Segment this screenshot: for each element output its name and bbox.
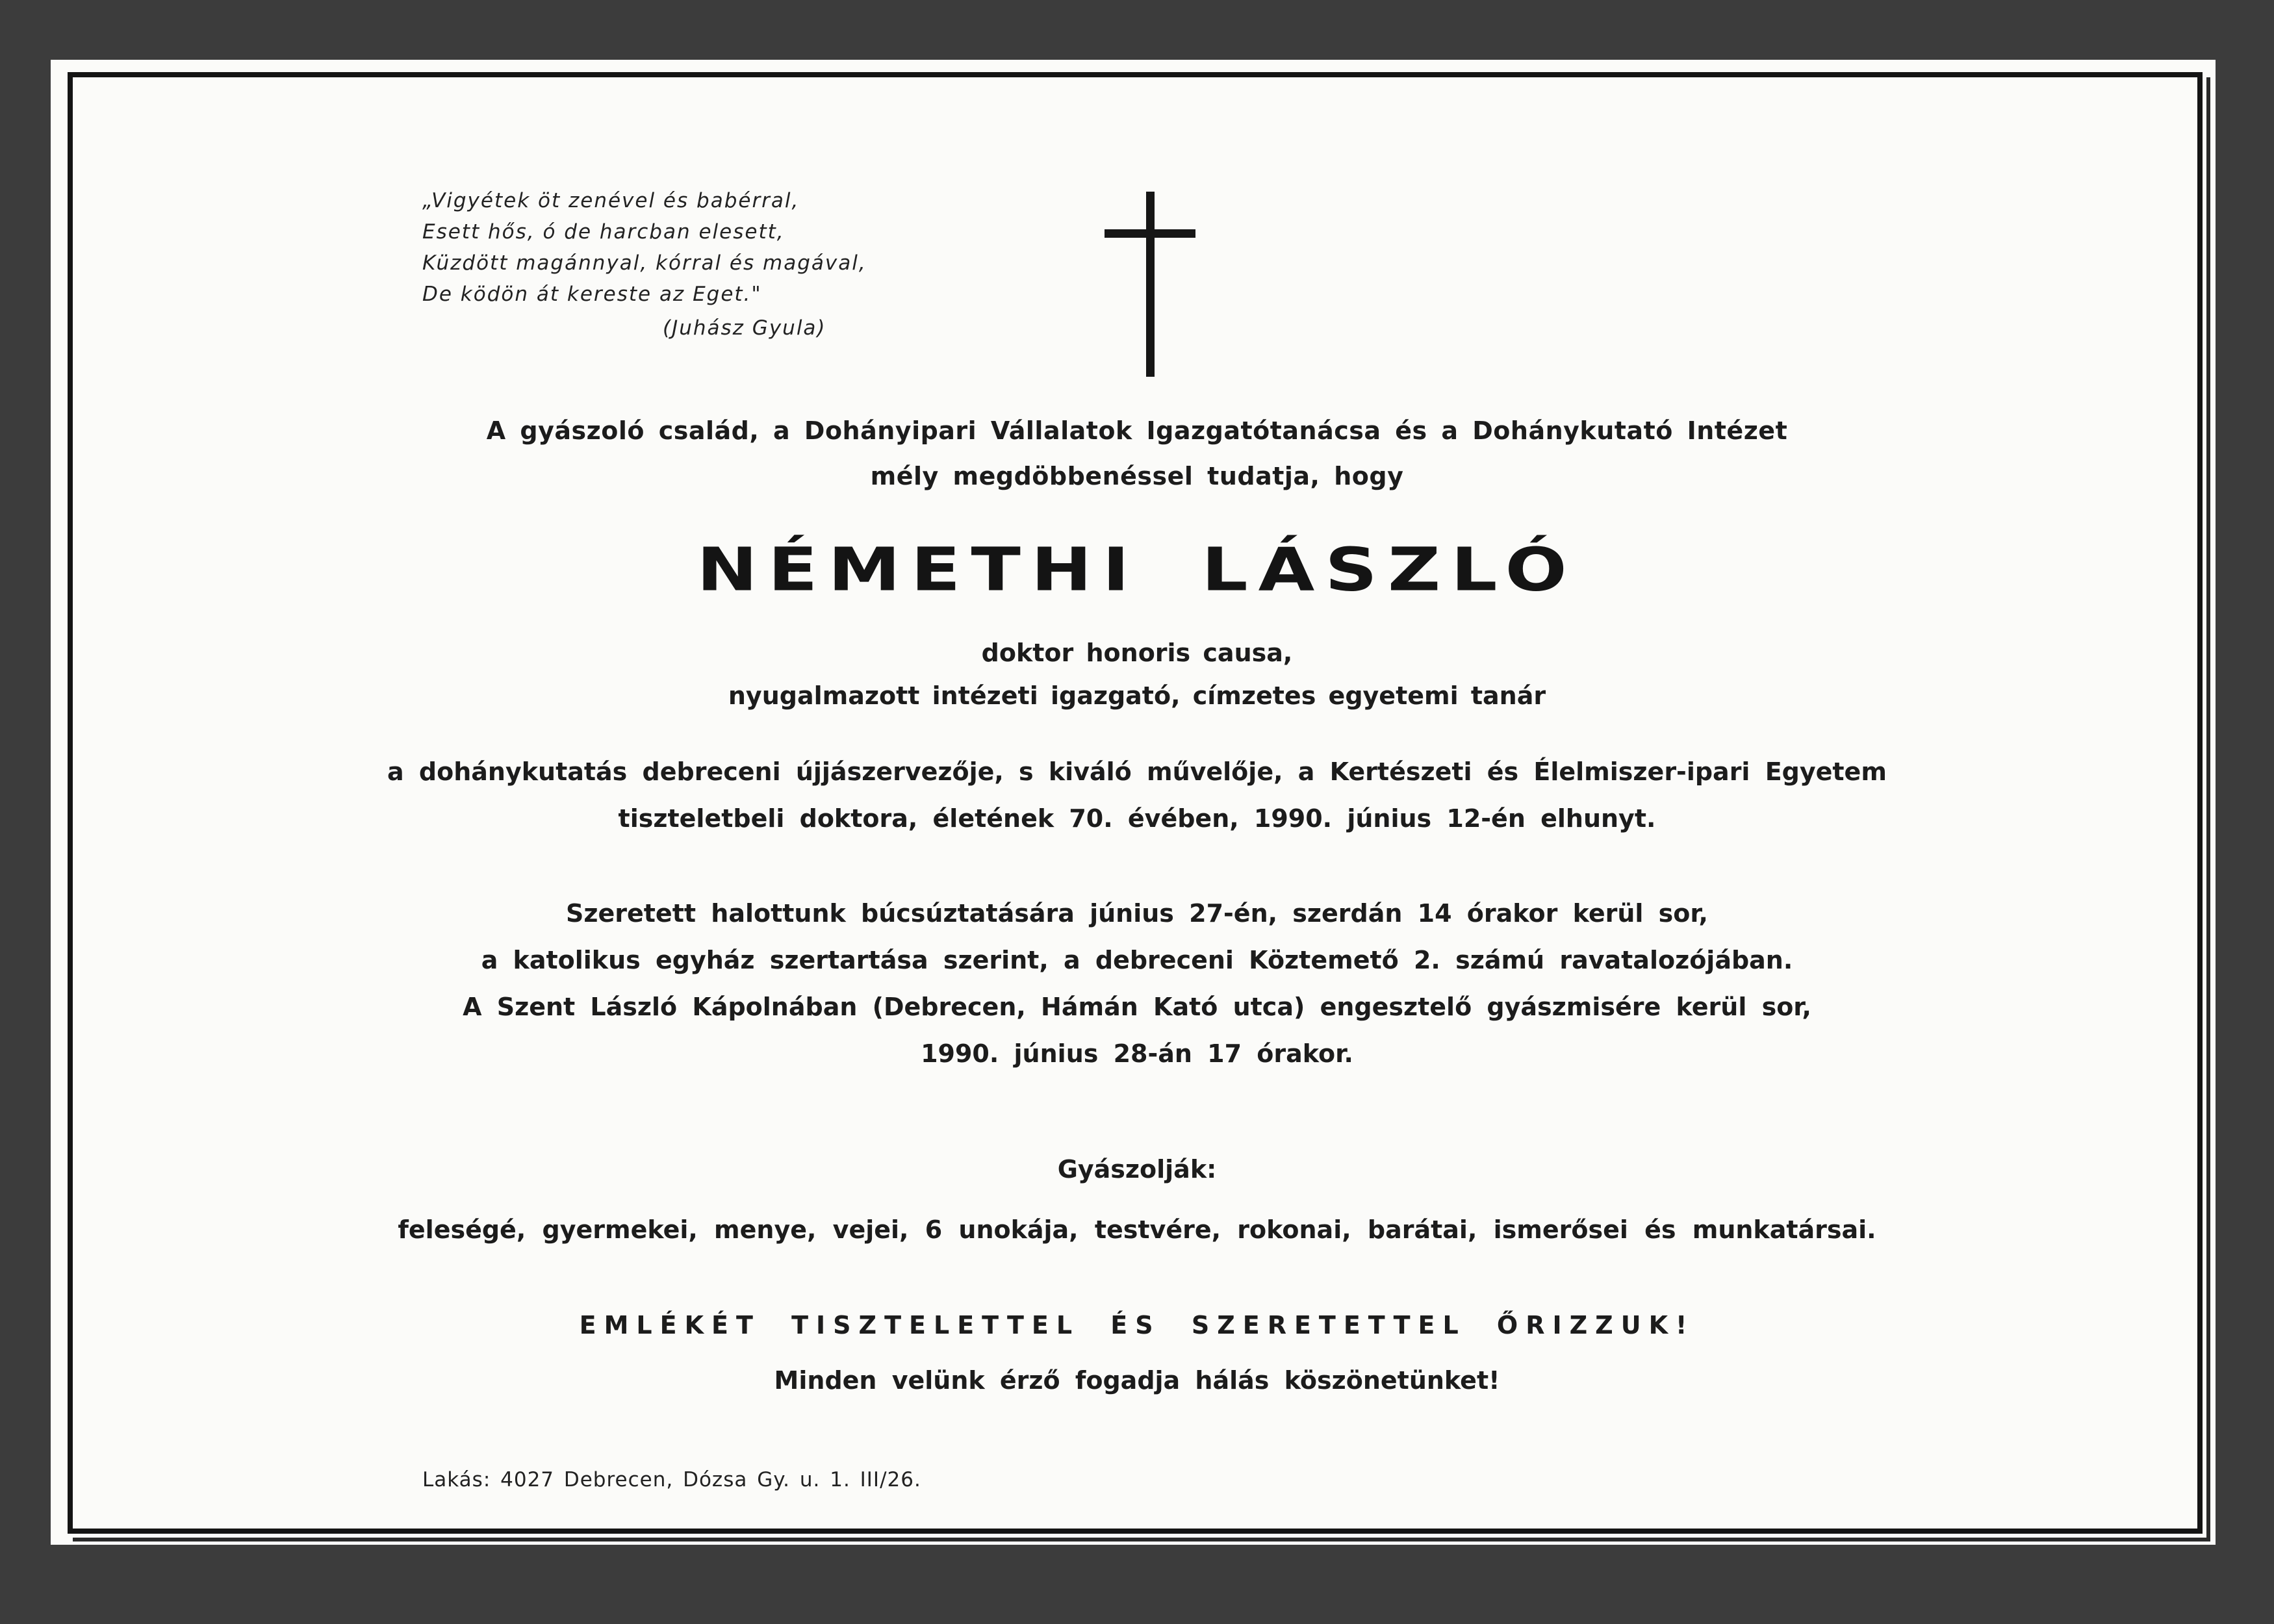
mourners-heading: Gyászolják: — [1057, 1155, 1217, 1184]
poem-quote — [422, 185, 890, 344]
announcement-intro — [195, 408, 2079, 499]
poem-line: Esett hős, ó de harcban elesett, — [422, 220, 785, 244]
deceased-titles — [195, 631, 2079, 717]
career-line: tiszteletbeli doktora, életének 70. évében, 1990. június 12-én elhunyt. — [618, 804, 1656, 833]
funeral-line: a katolikus egyház szertartása szerint, a debreceni Köztemető 2. számú ravatalozójában. — [481, 946, 1793, 974]
poem-line: De ködön át kereste az Eget." — [422, 283, 762, 306]
title-line: doktor honoris causa, — [981, 639, 1293, 667]
intro-line: A gyászoló család, a Dohányipari Vállalatok Igazgatótanácsa és a Dohánykutató Intézet — [486, 416, 1788, 445]
remembrance-line: EMLÉKÉT TISZTELETTEL ÉS SZERETETTEL ŐRIZZUK! — [579, 1311, 1695, 1339]
cross-icon — [1105, 192, 1195, 377]
career-line: a dohánykutatás debreceni újjászervezője, s kiváló művelője, a Kertészeti és Élelmiszer-ipari Egyetem — [387, 757, 1887, 786]
thanks-line: Minden velünk érző fogadja hálás köszönetünket! — [774, 1366, 1500, 1395]
funeral-line: 1990. június 28-án 17 órakor. — [921, 1039, 1353, 1068]
deceased-name: NÉMETHI LÁSZLÓ — [696, 535, 1578, 605]
mourners-list: feleségé, gyermekei, menye, vejei, 6 unokája, testvére, rokonai, barátai, ismerősei és munkatársai. — [398, 1215, 1876, 1244]
poem-line: Küzdött magánnyal, kórral és magával, — [422, 251, 867, 275]
funeral-line: A Szent László Kápolnában (Debrecen, Hámán Kató utca) engesztelő gyászmisére kerül sor, — [463, 993, 1811, 1021]
funeral-details — [195, 890, 2079, 1077]
home-address: Lakás: 4027 Debrecen, Dózsa Gy. u. 1. III/26. — [422, 1468, 921, 1491]
intro-line: mély megdöbbenéssel tudatja, hogy — [870, 462, 1404, 490]
funeral-line: Szeretett halottunk búcsúztatására június 27-én, szerdán 14 órakor kerül sor, — [566, 899, 1708, 928]
title-line: nyugalmazott intézeti igazgató, címzetes egyetemi tanár — [728, 681, 1546, 710]
poem-author: (Juhász Gyula) — [663, 316, 826, 340]
poem-line: „Vigyétek öt zenével és babérral, — [422, 189, 800, 212]
career-paragraph — [195, 748, 2079, 842]
